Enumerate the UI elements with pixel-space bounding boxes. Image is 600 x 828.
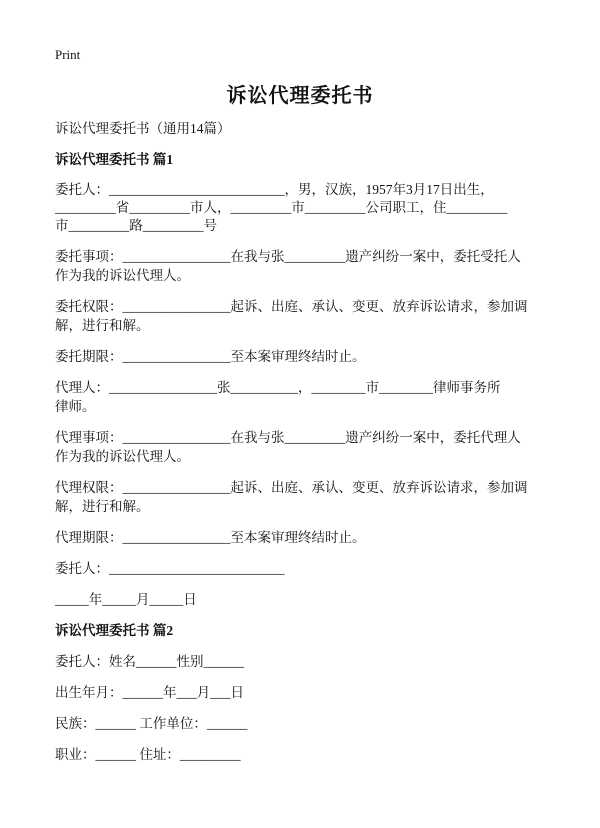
text-line: 解，进行和解。: [55, 499, 150, 514]
document-subtitle: 诉讼代理委托书（通用14篇）: [55, 121, 231, 136]
text-line: 出生年月：______年___月___日: [55, 685, 244, 700]
text-line: 委托事项：________________在我与张_________遗产纠纷一案中，委托受托人: [55, 249, 521, 264]
text-line: 市_________路_________号: [55, 218, 217, 233]
text-line: 委托权限：________________起诉、出庭、承认、变更、放弃诉讼请求，参加调: [55, 299, 528, 314]
paragraph: [55, 247, 555, 285]
section-heading: 诉讼代理委托书 篇2: [55, 623, 174, 638]
text-line: 委托期限：________________至本案审理终结时止。: [55, 349, 366, 364]
section-heading: 诉讼代理委托书 篇1: [55, 152, 174, 167]
text-line: 委托人：__________________________，男，汉族，1957年3月17日出生，: [55, 182, 494, 197]
text-line: 代理权限：________________起诉、出庭、承认、变更、放弃诉讼请求，参加调: [55, 480, 528, 495]
section-1: [55, 181, 555, 609]
paragraph: [55, 428, 555, 466]
paragraph: [55, 683, 555, 702]
text-line: 代理期限：________________至本案审理终结时止。: [55, 530, 366, 545]
text-line: 律师。: [55, 399, 96, 414]
text-line: _____年_____月_____日: [55, 592, 197, 607]
paragraph: [55, 714, 555, 733]
text-line: 职业：______ 住址：_________: [55, 747, 241, 762]
paragraph: [55, 181, 555, 235]
text-line: 委托人：姓名______性别______: [55, 654, 244, 669]
paragraph: [55, 478, 555, 516]
text-line: 作为我的诉讼代理人。: [55, 268, 190, 283]
section-2: [55, 652, 555, 764]
document-title: 诉讼代理委托书: [226, 85, 374, 107]
text-line: 作为我的诉讼代理人。: [55, 449, 190, 464]
document-body: [55, 119, 555, 776]
paragraph: [55, 297, 555, 335]
paragraph: [55, 378, 555, 416]
paragraph: [55, 590, 555, 609]
text-line: 委托人：__________________________: [55, 561, 285, 576]
text-line: _________省_________市人，_________市_________公司职工，住_________: [55, 200, 508, 215]
text-line: 代理事项：________________在我与张_________遗产纠纷一案中，委托代理人: [55, 430, 521, 445]
paragraph: [55, 652, 555, 671]
print-link[interactable]: Print: [55, 47, 81, 62]
text-line: 代理人：________________张__________，________市________律师事务所: [55, 380, 501, 395]
paragraph: [55, 559, 555, 578]
text-line: 民族：______ 工作单位：______: [55, 716, 248, 731]
text-line: 解，进行和解。: [55, 318, 150, 333]
paragraph: [55, 347, 555, 366]
paragraph: [55, 745, 555, 764]
paragraph: [55, 528, 555, 547]
